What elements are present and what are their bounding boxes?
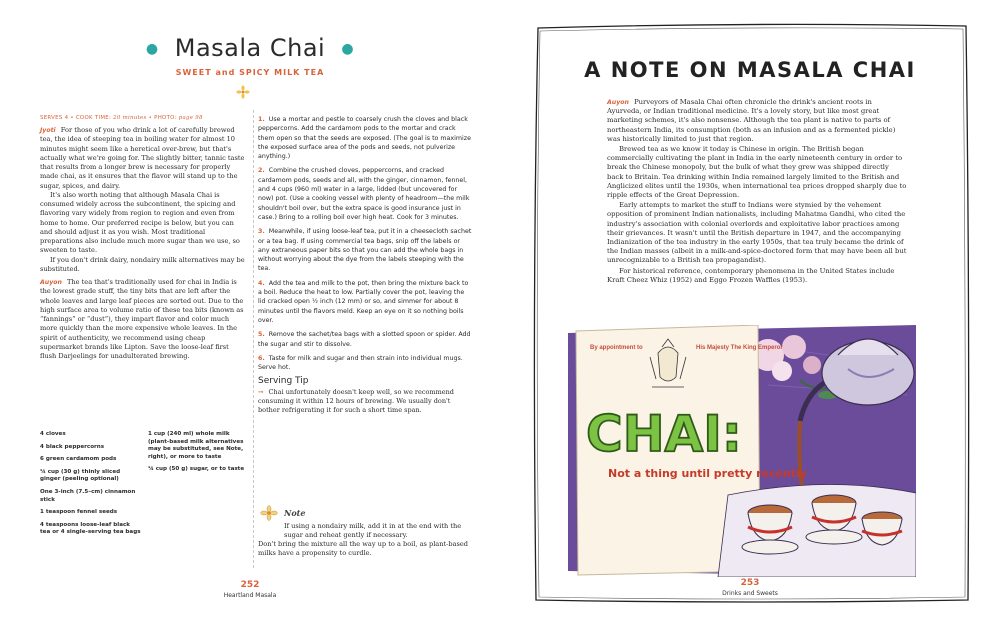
intro-paragraph — [40, 278, 246, 361]
jyoti-signature: Jyoti — [40, 127, 56, 134]
serves: SERVES 4 — [40, 115, 69, 121]
right-footer — [500, 578, 1000, 597]
ingredients-column-2 — [148, 431, 250, 542]
tea-cup — [742, 505, 798, 554]
step-number: 5. — [258, 331, 265, 339]
page-number: 252 — [240, 580, 260, 590]
step-text: Taste for milk and sugar and then strain into individual mugs. Serve hot. — [258, 354, 463, 372]
steps-column — [258, 115, 472, 416]
recipe-subtitle: SWEET and SPICY MILK TEA — [175, 68, 325, 77]
serving-tip-text: Chai unfortunately doesn't keep well, so we recommend consuming it within 12 hours of brewing. We usually don't bother refrigerating it for such a short time span. — [258, 387, 454, 415]
step-number: 6. — [258, 354, 265, 362]
left-footer — [0, 580, 500, 599]
step-4 — [258, 279, 472, 325]
note-paragraph: Early attempts to market the stuff to Indians were stymied by the vehement opposition of prominent Indian nationalists, including Mahatma Gandhi, who cited the industry's association with colonial overlords and exploitative labor practices among their grievances. It wasn't until the British departure in 1947, and the accompanying Indianization of the tea industry in the early 1950s, that tea truly became the drink of the Indian masses (albeit in a milk-and-spice-doctored form that may have been all but unrecognizable to a British tea propagandist). — [607, 201, 907, 265]
note-paragraph-text: Purveyors of Masala Chai often chronicle the drink's ancient roots in Ayurveda, or Indian traditional medicine. It's a lovely story, but like most great marketing schemes, it's also nonsense. Although the tea plant is native to parts of northeastern India, its consumption (both as an infusion and as a fermented pickle) was historically limited to just that region. — [607, 98, 896, 143]
ingredient-item: 4 teaspoons loose-leaf black tea or 4 single-serving tea bags — [40, 521, 141, 536]
ingredient-item: 1 cup (240 ml) whole milk (plant-based milk alternatives may be substituted, see Note, right), or more to taste — [148, 431, 244, 460]
ingredient-item: 6 green cardamom pods — [40, 456, 117, 463]
step-text: Use a mortar and pestle to coarsely crush the cloves and black peppercorns. Add the cardamom pods to the mortar and crack them open so that the seeds are exposed. (The goal is to maximize the exposed surface area of the pods and seeds, not pulverize anything.) — [258, 116, 471, 161]
recipe-title-row — [0, 34, 500, 62]
step-number: 3. — [258, 228, 265, 236]
step-number: 4. — [258, 279, 265, 287]
right-page — [500, 0, 1000, 625]
cook-time: 20 minutes — [113, 115, 147, 121]
intro-paragraph: It's also worth noting that although Masala Chai is consumed widely across the subcontinent, the spicing and flavoring vary widely from region to region and even from home to home. Our preferred recipe is below, but you can and should adjust it as you wish. Most traditional preparations also include much more sugar than we use, so sweeten to taste. — [40, 190, 240, 255]
note-flower-icon — [258, 505, 280, 521]
step-number: 2. — [258, 167, 265, 175]
step-2 — [258, 166, 472, 222]
note-heading: Note — [284, 508, 306, 518]
ingredient-item: 1 teaspoon fennel seeds — [40, 509, 118, 516]
intro-paragraph: If you don't drink dairy, nondairy milk alternatives may be substituted. — [40, 255, 245, 273]
note-paragraph: Brewed tea as we know it today is Chinese in origin. The British began commercially cultivating the plant in India in the early nineteenth century in order to break the Chinese monopoly, but the bulk of what they grew was shipped directly back to Britain. Tea drinking within India remained largely limited to the British and Anglicized elites until the 1930s, when international tea prices dropped sharply due to ripple effects of the Great Depression. — [607, 145, 907, 200]
ingredient-item: One 3-inch (7.5–cm) cinnamon stick — [40, 488, 136, 503]
note-paragraph: For historical reference, contemporary phenomena in the United States include Kraft Cheez Whiz (1952) and Eggo Frozen Waffles (1953). — [607, 266, 895, 284]
intro-text: The tea that's traditionally used for chai in India is the lowest grade stuff, the tiny bits that are left after the whole leaves and large leaf pieces are sorted out. Due to the high surface area to volume ratio of these tea bits (known as “fannings” or “dust”), they impart flavor and color much more quickly than the more expensive whole leaves. In the spirit of authenticity, we recommend using cheap supermarket brands like Lipton. Save the loose-leaf first flush Darjeelings for unadulterated brewing. — [40, 278, 244, 360]
step-text: Combine the crushed cloves, peppercorns, and cracked cardamom pods, seeds and all, with the ginger, cinnamon, fennel, and 4 cups (960 ml) water in a large, lidded (but uncovered for now) pot. (Use a cooking vessel with plenty of headroom—the milk shouldn't boil over, but the extra space is good insurance just in case.) Bring to a rolling boil over high heat. Cook for 3 minutes. — [258, 167, 470, 221]
arrow-icon: → — [258, 387, 264, 396]
step-6 — [258, 354, 472, 373]
photo-label: PHOTO: — [154, 115, 177, 121]
recipe-meta: SERVES 4 • COOK TIME: 20 minutes • PHOTO: page 98 — [40, 115, 203, 121]
chai-tagline: Not a thing until pretty recently — [608, 467, 807, 480]
cook-time-label: COOK TIME: — [75, 115, 112, 121]
step-text: Remove the sachet/tea bags with a slotted spoon or spider. Add the sugar and stir to dissolve. — [258, 331, 471, 348]
ingredient-item: ¼ cup (50 g) sugar, or to taste — [148, 466, 245, 473]
ingredient-item: ¼ cup (30 g) thinly sliced ginger (peeling optional) — [40, 468, 121, 483]
ingredients-list — [40, 431, 250, 542]
tea-cup — [806, 495, 862, 544]
title-dot-left: ● — [145, 41, 159, 57]
note-heading: A NOTE ON MASALA CHAI — [584, 58, 916, 82]
intro-text: For those of you who drink a lot of carefully brewed tea, the idea of steeping tea in boiling water for almost 10 minutes might seem like a heretical over-brew, but that's actually what we're going for. The slightly bitter, tannic taste that results from a longer brew is necessary for properly made chai, as it ensures that the flavor will stand up to the sugar, spices, and dairy. — [40, 126, 245, 190]
note-heading-row — [258, 504, 472, 522]
intro-paragraph — [40, 126, 246, 191]
note-block — [258, 504, 472, 558]
auyon-signature: Auyon — [607, 99, 629, 106]
ingredients-column-1 — [40, 431, 142, 542]
note-text: If using a nondairy milk, add it in at the end with the sugar and reheat gently if necessary. — [284, 522, 462, 539]
warrant-left: By appointment to — [590, 345, 643, 351]
step-number: 1. — [258, 116, 265, 123]
section-title: Drinks and Sweets — [722, 590, 778, 597]
serving-tip-heading: Serving Tip — [258, 376, 309, 387]
column-divider — [253, 110, 254, 568]
note-text-continued: Don't bring the mixture all the way up to a boil, as plant-based milks have a propensity to curdle. — [258, 540, 469, 557]
step-3 — [258, 227, 472, 273]
step-1 — [258, 115, 472, 161]
page-number: 253 — [740, 578, 760, 588]
step-text: Meanwhile, if using loose-leaf tea, put it in a cheesecloth sachet or a tea bag. If using commercial tea bags, snip off the labels or any extraneous paper bits so that you can add the whole bags in without worrying about the dye from the labels steeping with the tea. — [258, 228, 472, 273]
serving-tip — [258, 388, 472, 416]
note-body — [607, 98, 907, 286]
title-dot-right: ● — [341, 41, 355, 57]
auyon-signature: Auyon — [40, 279, 62, 286]
ingredient-item: 4 black peppercorns — [40, 443, 105, 450]
step-5 — [258, 330, 472, 349]
chai-big-word: CHAI: — [586, 405, 742, 463]
intro-column — [40, 126, 246, 361]
warrant-right: His Majesty The King Emperor — [696, 345, 783, 351]
ingredient-item: 4 cloves — [40, 431, 66, 437]
book-title: Heartland Masala — [223, 592, 277, 599]
recipe-title: Masala Chai — [174, 34, 326, 62]
flower-icon — [236, 85, 250, 99]
step-text: Add the tea and milk to the pot, then bring the mixture back to a boil. Reduce the heat to low. Partially cover the pot, leaving the lid cracked open ½ inch (12 mm) or so, and simmer for about 8 minutes until the flavors meld. Keep an eye on it so nothing boils over. — [258, 279, 469, 324]
note-paragraph — [607, 98, 907, 144]
chai-illustration — [568, 325, 916, 577]
photo-page: page 98 — [178, 115, 203, 121]
